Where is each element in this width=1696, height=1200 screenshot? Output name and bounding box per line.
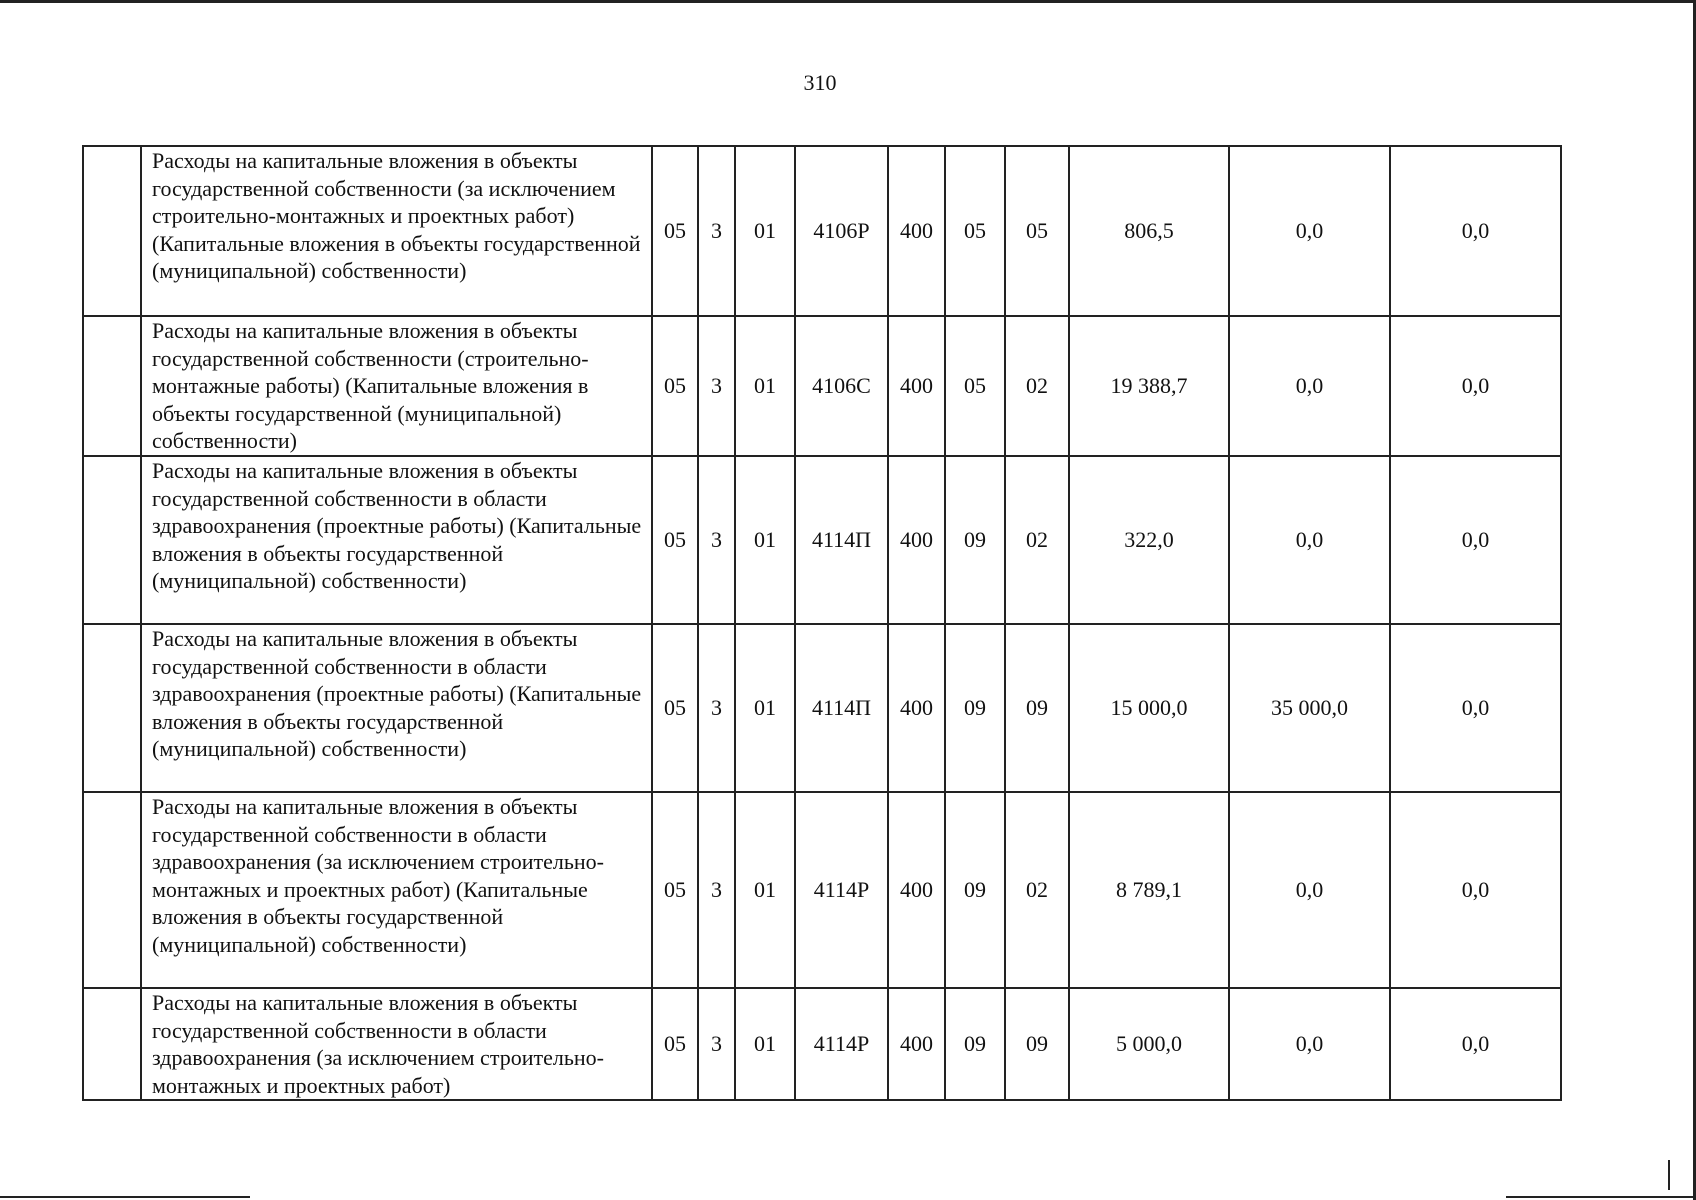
amount-cell: 0,0 xyxy=(1390,988,1561,1100)
table-row xyxy=(83,988,1561,1100)
code-cell: 3 xyxy=(698,624,735,792)
budget-table xyxy=(82,145,1562,1101)
amount-cell: 0,0 xyxy=(1390,456,1561,624)
code-cell: 400 xyxy=(888,624,945,792)
amount-cell: 322,0 xyxy=(1069,456,1229,624)
amount-cell: 0,0 xyxy=(1390,146,1561,316)
code-cell: 05 xyxy=(652,988,698,1100)
code-cell: 4114П xyxy=(795,456,888,624)
code-cell: 01 xyxy=(735,456,795,624)
code-cell: 3 xyxy=(698,456,735,624)
table-row xyxy=(83,792,1561,988)
code-cell: 400 xyxy=(888,792,945,988)
empty-cell xyxy=(83,316,141,456)
amount-cell: 5 000,0 xyxy=(1069,988,1229,1100)
empty-cell xyxy=(83,988,141,1100)
code-cell: 4114Р xyxy=(795,792,888,988)
table-row xyxy=(83,146,1561,316)
code-cell: 4106Р xyxy=(795,146,888,316)
code-cell: 4114П xyxy=(795,624,888,792)
empty-cell xyxy=(83,456,141,624)
code-cell: 09 xyxy=(945,988,1005,1100)
code-cell: 01 xyxy=(735,792,795,988)
code-cell: 05 xyxy=(652,456,698,624)
amount-cell: 0,0 xyxy=(1390,792,1561,988)
code-cell: 3 xyxy=(698,792,735,988)
amount-cell: 806,5 xyxy=(1069,146,1229,316)
amount-cell: 8 789,1 xyxy=(1069,792,1229,988)
description-cell: Расходы на капитальные вложения в объекты государственной собственности (строительно-монтажные работы) (Капитальные вложения в объекты государственной (муниципальной) собственности) xyxy=(141,316,652,456)
code-cell: 05 xyxy=(945,316,1005,456)
code-cell: 3 xyxy=(698,316,735,456)
code-cell: 400 xyxy=(888,316,945,456)
scan-edge-right-mark xyxy=(1668,1160,1670,1190)
code-cell: 02 xyxy=(1005,456,1069,624)
empty-cell xyxy=(83,146,141,316)
description-cell: Расходы на капитальные вложения в объекты государственной собственности в области здравоохранения (проектные работы) (Капитальные вложения в объекты государственной (муниципальной) собственности) xyxy=(141,456,652,624)
code-cell: 4106С xyxy=(795,316,888,456)
code-cell: 400 xyxy=(888,456,945,624)
code-cell: 09 xyxy=(945,456,1005,624)
code-cell: 05 xyxy=(652,316,698,456)
table-row xyxy=(83,456,1561,624)
description-cell: Расходы на капитальные вложения в объекты государственной собственности в области здравоохранения (проектные работы) (Капитальные вложения в объекты государственной (муниципальной) собственности) xyxy=(141,624,652,792)
scan-edge-bottom-left xyxy=(0,1196,250,1198)
description-cell: Расходы на капитальные вложения в объекты государственной собственности в области здравоохранения (за исключением строительно-монтажных и проектных работ) xyxy=(141,988,652,1100)
empty-cell xyxy=(83,792,141,988)
amount-cell: 0,0 xyxy=(1229,146,1390,316)
amount-cell: 0,0 xyxy=(1229,988,1390,1100)
page-number: 310 xyxy=(803,70,837,95)
amount-cell: 15 000,0 xyxy=(1069,624,1229,792)
amount-cell: 0,0 xyxy=(1390,624,1561,792)
amount-cell: 0,0 xyxy=(1229,792,1390,988)
code-cell: 05 xyxy=(1005,146,1069,316)
code-cell: 02 xyxy=(1005,792,1069,988)
code-cell: 09 xyxy=(1005,988,1069,1100)
code-cell: 05 xyxy=(652,624,698,792)
table-row xyxy=(83,316,1561,456)
code-cell: 400 xyxy=(888,988,945,1100)
table-row xyxy=(83,624,1561,792)
scan-border-top xyxy=(0,0,1696,3)
amount-cell: 0,0 xyxy=(1390,316,1561,456)
code-cell: 05 xyxy=(945,146,1005,316)
empty-cell xyxy=(83,624,141,792)
amount-cell: 0,0 xyxy=(1229,456,1390,624)
code-cell: 3 xyxy=(698,988,735,1100)
code-cell: 05 xyxy=(652,792,698,988)
code-cell: 01 xyxy=(735,988,795,1100)
code-cell: 02 xyxy=(1005,316,1069,456)
description-cell: Расходы на капитальные вложения в объекты государственной собственности (за исключением строительно-монтажных и проектных работ) (Капитальные вложения в объекты государственной (муниципальной) собственности) xyxy=(141,146,652,316)
code-cell: 400 xyxy=(888,146,945,316)
code-cell: 09 xyxy=(945,792,1005,988)
code-cell: 09 xyxy=(1005,624,1069,792)
code-cell: 01 xyxy=(735,316,795,456)
code-cell: 05 xyxy=(652,146,698,316)
scan-edge-bottom-right xyxy=(1506,1196,1696,1198)
code-cell: 09 xyxy=(945,624,1005,792)
code-cell: 3 xyxy=(698,146,735,316)
code-cell: 01 xyxy=(735,146,795,316)
code-cell: 4114Р xyxy=(795,988,888,1100)
amount-cell: 0,0 xyxy=(1229,316,1390,456)
amount-cell: 19 388,7 xyxy=(1069,316,1229,456)
description-cell: Расходы на капитальные вложения в объекты государственной собственности в области здравоохранения (за исключением строительно-монтажных и проектных работ) (Капитальные вложения в объекты государственной (муниципальной) собственности) xyxy=(141,792,652,988)
amount-cell: 35 000,0 xyxy=(1229,624,1390,792)
table-body xyxy=(83,146,1561,1100)
code-cell: 01 xyxy=(735,624,795,792)
